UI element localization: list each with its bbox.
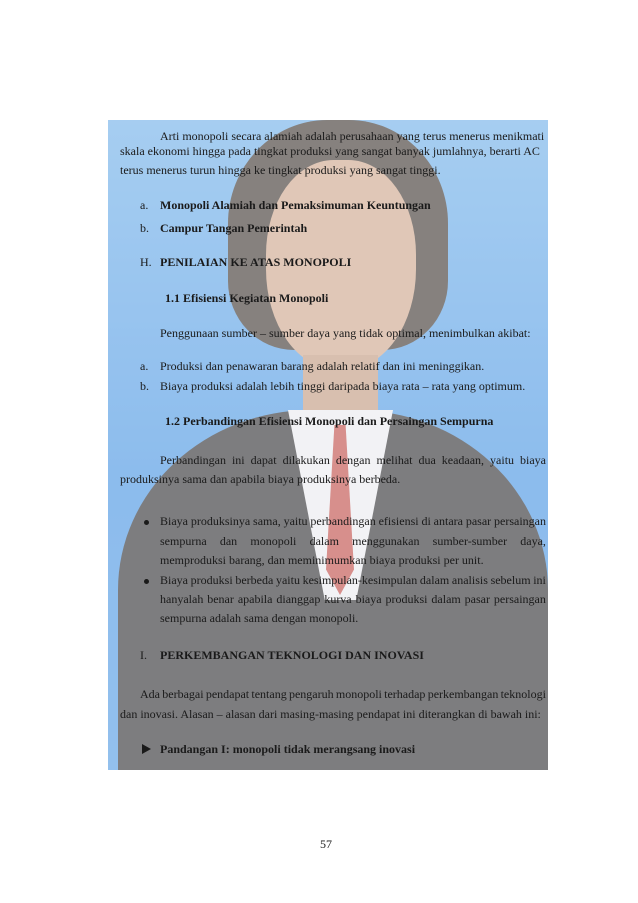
list1-marker-b: b. — [140, 221, 149, 235]
list1-marker-a: a. — [140, 198, 149, 212]
paragraph-2: Penggunaan sumber – sumber daya yang tidak optimal, menimbulkan akibat: — [160, 326, 531, 340]
page-number: 57 — [320, 837, 332, 851]
bullet-point-1 — [144, 520, 149, 525]
paragraph-4-line-2: dan inovasi. Alasan – alasan dari masing-masing pendapat ini diterangkan di bawah ini: — [120, 707, 541, 721]
section-h-marker: H. — [140, 255, 152, 269]
subheading-1-1: 1.1 Efisiensi Kegiatan Monopoli — [165, 291, 329, 305]
section-i-marker: I. — [140, 648, 147, 662]
pandangan-1-heading: Pandangan I: monopoli tidak merangsang inovasi — [160, 742, 416, 756]
bullet-point-2 — [144, 579, 149, 584]
bullet-1-line-3: memproduksi barang, dan meminimumkan biaya produksi per unit. — [160, 553, 484, 567]
paragraph-1-line-2: skala ekonomi hingga pada tingkat produksi yang sangat banyak jumlahnya, berarti AC — [120, 144, 540, 158]
paragraph-1-line-1: Arti monopoli secara alamiah adalah perusahaan yang terus menerus menikmati — [160, 129, 545, 143]
paragraph-4-line-1: Ada berbagai pendapat tentang pengaruh monopoli terhadap perkembangan teknologi — [140, 687, 546, 701]
paragraph-3-line-2: produksinya sama dan apabila biaya produksinya berbeda. — [120, 472, 401, 486]
bullet-1-line-1: Biaya produksinya sama, yaitu perbandingan efisiensi di antara pasar persaingan — [160, 514, 546, 528]
bullet-2-line-3: sempurna adalah sama dengan monopoli. — [160, 611, 359, 625]
list1-item-b: Campur Tangan Pemerintah — [160, 221, 308, 235]
paragraph-1-line-3: terus menerus turun hingga ke tingkat produksi yang sangat tinggi. — [120, 163, 441, 177]
list1-item-a: Monopoli Alamiah dan Pemaksimuman Keuntungan — [160, 198, 431, 212]
list2-item-a: Produksi dan penawaran barang adalah relatif dan ini meninggikan. — [160, 359, 485, 373]
bullet-1-line-2: sempurna dan monopoli dalam menggunakan sumber-sumber daya, — [160, 534, 546, 548]
list2-marker-a: a. — [140, 359, 149, 373]
list2-marker-b: b. — [140, 379, 149, 393]
background-portrait-watermark — [108, 120, 548, 770]
arrow-bullet-icon — [142, 744, 151, 754]
section-h-heading: PENILAIAN KE ATAS MONOPOLI — [160, 255, 352, 269]
paragraph-3-line-1: Perbandingan ini dapat dilakukan dengan melihat dua keadaan, yaitu biaya — [160, 453, 546, 467]
section-i-heading: PERKEMBANGAN TEKNOLOGI DAN INOVASI — [160, 648, 424, 662]
bullet-2-line-1: Biaya produksi berbeda yaitu kesimpulan-kesimpulan dalam analisis sebelum ini — [160, 573, 546, 587]
list2-item-b: Biaya produksi adalah lebih tinggi daripada biaya rata – rata yang optimum. — [160, 379, 526, 393]
bullet-2-line-2: hanyalah benar apabila dianggap kurva biaya produksi dalam pasar persaingan — [160, 592, 546, 606]
subheading-1-2: 1.2 Perbandingan Efisiensi Monopoli dan Persaingan Sempurna — [165, 414, 494, 428]
